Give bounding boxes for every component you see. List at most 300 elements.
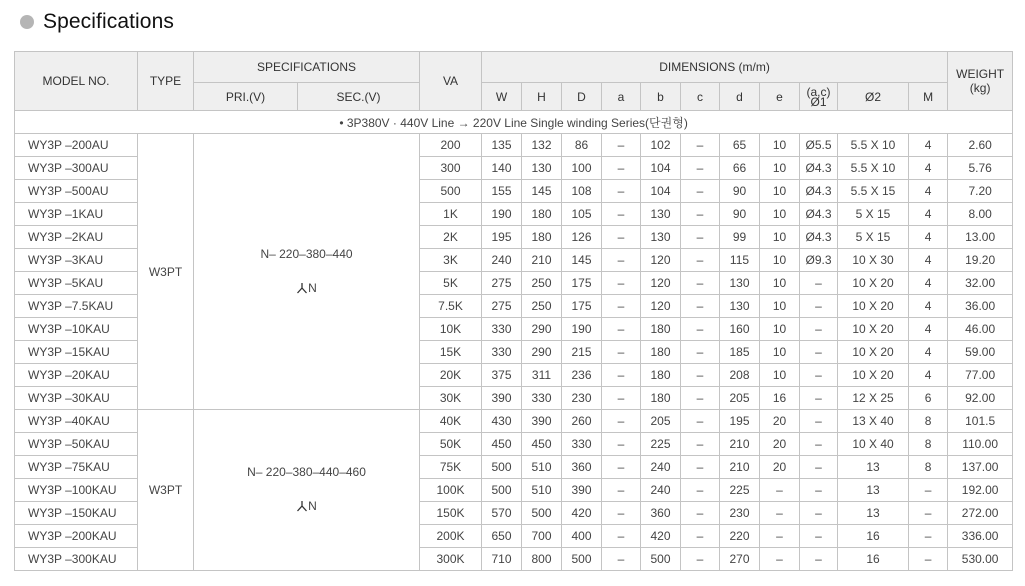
cell-m: – — [909, 502, 948, 525]
group-spec-voltages: N– 220–380–440 — [260, 246, 353, 261]
group-connection — [296, 279, 317, 297]
cell-c: – — [681, 134, 720, 157]
cell-va: 50K — [420, 433, 482, 456]
cell-va: 300 — [420, 157, 482, 180]
cell-c: – — [681, 341, 720, 364]
header-dim-d-lower: d — [720, 83, 760, 111]
cell-phi2: 10 X 30 — [838, 249, 909, 272]
cell-e: 10 — [760, 180, 800, 203]
cell-a: – — [602, 249, 641, 272]
cell-model: WY3P –3KAU — [15, 249, 138, 272]
cell-c: – — [681, 295, 720, 318]
cell-model: WY3P –150KAU — [15, 502, 138, 525]
cell-b: 104 — [641, 157, 681, 180]
cell-c: – — [681, 364, 720, 387]
cell-e: 20 — [760, 456, 800, 479]
group-connection-label: N — [308, 280, 317, 295]
cell-c: – — [681, 387, 720, 410]
cell-weight: 36.00 — [948, 295, 1013, 318]
cell-d: 175 — [562, 295, 602, 318]
cell-w: 330 — [482, 318, 522, 341]
cell-d: 86 — [562, 134, 602, 157]
cell-phi2: 10 X 20 — [838, 341, 909, 364]
cell-d2: 220 — [720, 525, 760, 548]
group-spec — [194, 410, 420, 571]
cell-w: 140 — [482, 157, 522, 180]
cell-a: – — [602, 364, 641, 387]
cell-phi1: Ø5.5 — [800, 134, 838, 157]
cell-a: – — [602, 272, 641, 295]
cell-phi2: 5.5 X 15 — [838, 180, 909, 203]
cell-weight: 7.20 — [948, 180, 1013, 203]
header-ac-bottom: Ø1 — [810, 94, 827, 109]
cell-va: 500 — [420, 180, 482, 203]
cell-phi2: 10 X 40 — [838, 433, 909, 456]
cell-d: 108 — [562, 180, 602, 203]
cell-weight: 13.00 — [948, 226, 1013, 249]
cell-e: 10 — [760, 341, 800, 364]
header-ac-top: (a,c) — [806, 84, 831, 99]
cell-phi1: – — [800, 364, 838, 387]
cell-a: – — [602, 318, 641, 341]
cell-phi2: 5.5 X 10 — [838, 157, 909, 180]
cell-m: – — [909, 525, 948, 548]
cell-h: 700 — [522, 525, 562, 548]
header-va: VA — [420, 52, 482, 111]
cell-model: WY3P –75KAU — [15, 456, 138, 479]
table-header — [15, 52, 1013, 111]
cell-c: – — [681, 272, 720, 295]
cell-c: – — [681, 203, 720, 226]
cell-d: 145 — [562, 249, 602, 272]
cell-weight: 137.00 — [948, 456, 1013, 479]
cell-phi1: – — [800, 456, 838, 479]
cell-d2: 66 — [720, 157, 760, 180]
cell-model: WY3P –500AU — [15, 180, 138, 203]
cell-h: 290 — [522, 318, 562, 341]
cell-c: – — [681, 502, 720, 525]
cell-d2: 210 — [720, 433, 760, 456]
cell-d: 260 — [562, 410, 602, 433]
cell-d: 400 — [562, 525, 602, 548]
cell-h: 311 — [522, 364, 562, 387]
cell-d: 230 — [562, 387, 602, 410]
cell-va: 7.5K — [420, 295, 482, 318]
cell-c: – — [681, 180, 720, 203]
cell-phi2: 12 X 25 — [838, 387, 909, 410]
cell-phi2: 13 — [838, 479, 909, 502]
cell-b: 180 — [641, 318, 681, 341]
group-connection-label: N — [308, 499, 317, 513]
cell-m: 4 — [909, 272, 948, 295]
cell-e: 20 — [760, 410, 800, 433]
header-m: M — [909, 83, 948, 111]
cell-model: WY3P –100KAU — [15, 479, 138, 502]
cell-c: – — [681, 410, 720, 433]
cell-h: 510 — [522, 456, 562, 479]
cell-e: – — [760, 502, 800, 525]
cell-m: 4 — [909, 134, 948, 157]
cell-d: 100 — [562, 157, 602, 180]
cell-d2: 90 — [720, 180, 760, 203]
cell-phi1: – — [800, 387, 838, 410]
wye-connection-icon — [296, 282, 308, 294]
cell-d2: 225 — [720, 479, 760, 502]
table-row — [15, 410, 1013, 433]
cell-a: – — [602, 479, 641, 502]
cell-b: 120 — [641, 272, 681, 295]
header-model-no: MODEL NO. — [15, 52, 138, 111]
cell-w: 650 — [482, 525, 522, 548]
cell-weight: 32.00 — [948, 272, 1013, 295]
cell-e: 10 — [760, 318, 800, 341]
cell-va: 5K — [420, 272, 482, 295]
cell-b: 360 — [641, 502, 681, 525]
cell-va: 1K — [420, 203, 482, 226]
cell-h: 330 — [522, 387, 562, 410]
cell-b: 500 — [641, 548, 681, 571]
header-phi2: Ø2 — [838, 83, 909, 111]
cell-model: WY3P –200AU — [15, 134, 138, 157]
cell-e: 10 — [760, 249, 800, 272]
cell-a: – — [602, 433, 641, 456]
cell-phi1: – — [800, 548, 838, 571]
cell-a: – — [602, 387, 641, 410]
cell-a: – — [602, 341, 641, 364]
cell-a: – — [602, 548, 641, 571]
cell-c: – — [681, 433, 720, 456]
table-body — [15, 111, 1013, 571]
cell-model: WY3P –1KAU — [15, 203, 138, 226]
cell-d: 215 — [562, 341, 602, 364]
cell-w: 375 — [482, 364, 522, 387]
cell-a: – — [602, 180, 641, 203]
bullet-icon — [20, 15, 34, 29]
cell-a: – — [602, 410, 641, 433]
cell-phi2: 10 X 20 — [838, 364, 909, 387]
cell-c: – — [681, 548, 720, 571]
cell-w: 500 — [482, 479, 522, 502]
cell-m: 4 — [909, 364, 948, 387]
header-type: TYPE — [138, 52, 194, 111]
cell-phi2: 13 — [838, 502, 909, 525]
cell-d2: 208 — [720, 364, 760, 387]
cell-c: – — [681, 318, 720, 341]
cell-a: – — [602, 203, 641, 226]
cell-b: 102 — [641, 134, 681, 157]
cell-d: 500 — [562, 548, 602, 571]
cell-h: 180 — [522, 203, 562, 226]
cell-h: 510 — [522, 479, 562, 502]
cell-d: 175 — [562, 272, 602, 295]
header-sec: SEC.(V) — [298, 83, 420, 111]
cell-b: 130 — [641, 226, 681, 249]
cell-d2: 65 — [720, 134, 760, 157]
cell-d: 236 — [562, 364, 602, 387]
cell-e: 10 — [760, 364, 800, 387]
header-dim-d: D — [562, 83, 602, 111]
header-ac-phi1 — [800, 83, 838, 111]
group-spec — [194, 134, 420, 410]
cell-weight: 101.5 — [948, 410, 1013, 433]
cell-a: – — [602, 502, 641, 525]
header-dim-a: a — [602, 83, 641, 111]
cell-b: 240 — [641, 456, 681, 479]
cell-weight: 192.00 — [948, 479, 1013, 502]
cell-phi1: – — [800, 272, 838, 295]
cell-phi1: – — [800, 410, 838, 433]
group-connection — [296, 497, 317, 515]
wye-connection-icon — [296, 500, 308, 512]
cell-d2: 185 — [720, 341, 760, 364]
cell-d: 190 — [562, 318, 602, 341]
cell-model: WY3P –40KAU — [15, 410, 138, 433]
cell-phi2: 5 X 15 — [838, 203, 909, 226]
cell-model: WY3P –7.5KAU — [15, 295, 138, 318]
cell-va: 300K — [420, 548, 482, 571]
cell-va: 200 — [420, 134, 482, 157]
cell-weight: 272.00 — [948, 502, 1013, 525]
cell-m: 4 — [909, 203, 948, 226]
cell-a: – — [602, 525, 641, 548]
header-weight — [948, 52, 1013, 111]
cell-va: 75K — [420, 456, 482, 479]
cell-e: 10 — [760, 134, 800, 157]
cell-d2: 130 — [720, 295, 760, 318]
cell-m: 8 — [909, 456, 948, 479]
cell-w: 190 — [482, 203, 522, 226]
cell-e: 10 — [760, 203, 800, 226]
header-weight-unit: (kg) — [969, 81, 991, 95]
cell-e: 10 — [760, 272, 800, 295]
page-heading — [20, 10, 174, 34]
cell-weight: 59.00 — [948, 341, 1013, 364]
cell-weight: 530.00 — [948, 548, 1013, 571]
cell-d2: 205 — [720, 387, 760, 410]
cell-va: 30K — [420, 387, 482, 410]
cell-b: 205 — [641, 410, 681, 433]
cell-w: 330 — [482, 341, 522, 364]
cell-va: 3K — [420, 249, 482, 272]
cell-h: 500 — [522, 502, 562, 525]
cell-phi1: Ø4.3 — [800, 157, 838, 180]
cell-weight: 77.00 — [948, 364, 1013, 387]
cell-va: 100K — [420, 479, 482, 502]
cell-phi1: Ø4.3 — [800, 203, 838, 226]
cell-d: 360 — [562, 456, 602, 479]
cell-m: 4 — [909, 157, 948, 180]
cell-phi1: – — [800, 341, 838, 364]
cell-b: 180 — [641, 364, 681, 387]
cell-va: 20K — [420, 364, 482, 387]
cell-m: 4 — [909, 295, 948, 318]
cell-phi2: 10 X 20 — [838, 295, 909, 318]
cell-d: 390 — [562, 479, 602, 502]
cell-model: WY3P –15KAU — [15, 341, 138, 364]
cell-weight: 2.60 — [948, 134, 1013, 157]
cell-b: 120 — [641, 295, 681, 318]
cell-d2: 115 — [720, 249, 760, 272]
cell-model: WY3P –2KAU — [15, 226, 138, 249]
cell-phi2: 16 — [838, 548, 909, 571]
cell-phi2: 5 X 15 — [838, 226, 909, 249]
group-type: W3PT — [138, 134, 194, 410]
cell-w: 195 — [482, 226, 522, 249]
cell-weight: 8.00 — [948, 203, 1013, 226]
cell-d: 420 — [562, 502, 602, 525]
header-specifications: SPECIFICATIONS — [194, 52, 420, 83]
cell-h: 290 — [522, 341, 562, 364]
cell-va: 200K — [420, 525, 482, 548]
cell-w: 430 — [482, 410, 522, 433]
cell-weight: 336.00 — [948, 525, 1013, 548]
cell-m: 8 — [909, 410, 948, 433]
cell-m: 4 — [909, 226, 948, 249]
cell-c: – — [681, 479, 720, 502]
header-dim-b: b — [641, 83, 681, 111]
cell-phi1: – — [800, 525, 838, 548]
header-dim-w: W — [482, 83, 522, 111]
cell-phi1: – — [800, 295, 838, 318]
header-dim-h: H — [522, 83, 562, 111]
cell-m: 6 — [909, 387, 948, 410]
cell-weight: 19.20 — [948, 249, 1013, 272]
cell-d2: 160 — [720, 318, 760, 341]
cell-model: WY3P –300AU — [15, 157, 138, 180]
cell-d2: 90 — [720, 203, 760, 226]
cell-b: 420 — [641, 525, 681, 548]
cell-d2: 130 — [720, 272, 760, 295]
cell-d: 126 — [562, 226, 602, 249]
page-title: Specifications — [43, 10, 174, 33]
cell-phi2: 13 X 40 — [838, 410, 909, 433]
cell-c: – — [681, 456, 720, 479]
header-weight-label: WEIGHT — [956, 67, 1005, 81]
cell-va: 40K — [420, 410, 482, 433]
cell-e: – — [760, 548, 800, 571]
cell-phi2: 13 — [838, 456, 909, 479]
cell-a: – — [602, 295, 641, 318]
cell-b: 130 — [641, 203, 681, 226]
cell-d2: 195 — [720, 410, 760, 433]
cell-phi1: – — [800, 502, 838, 525]
cell-weight: 5.76 — [948, 157, 1013, 180]
cell-va: 150K — [420, 502, 482, 525]
cell-phi1: – — [800, 433, 838, 456]
cell-m: 8 — [909, 433, 948, 456]
cell-h: 180 — [522, 226, 562, 249]
cell-m: 4 — [909, 341, 948, 364]
header-dim-e: e — [760, 83, 800, 111]
cell-b: 180 — [641, 341, 681, 364]
cell-d: 330 — [562, 433, 602, 456]
cell-va: 10K — [420, 318, 482, 341]
cell-e: 20 — [760, 433, 800, 456]
cell-e: 10 — [760, 157, 800, 180]
cell-h: 450 — [522, 433, 562, 456]
cell-model: WY3P –300KAU — [15, 548, 138, 571]
cell-h: 390 — [522, 410, 562, 433]
cell-w: 155 — [482, 180, 522, 203]
cell-c: – — [681, 525, 720, 548]
cell-a: – — [602, 226, 641, 249]
cell-h: 132 — [522, 134, 562, 157]
cell-b: 225 — [641, 433, 681, 456]
cell-h: 250 — [522, 295, 562, 318]
cell-e: 10 — [760, 295, 800, 318]
cell-h: 800 — [522, 548, 562, 571]
cell-d2: 270 — [720, 548, 760, 571]
cell-m: 4 — [909, 318, 948, 341]
cell-e: 16 — [760, 387, 800, 410]
cell-h: 145 — [522, 180, 562, 203]
cell-model: WY3P –50KAU — [15, 433, 138, 456]
cell-b: 120 — [641, 249, 681, 272]
cell-va: 15K — [420, 341, 482, 364]
cell-w: 275 — [482, 295, 522, 318]
group-type: W3PT — [138, 410, 194, 571]
cell-model: WY3P –20KAU — [15, 364, 138, 387]
cell-h: 130 — [522, 157, 562, 180]
cell-a: – — [602, 134, 641, 157]
cell-weight: 92.00 — [948, 387, 1013, 410]
cell-w: 710 — [482, 548, 522, 571]
cell-d2: 230 — [720, 502, 760, 525]
cell-a: – — [602, 456, 641, 479]
table-row — [15, 134, 1013, 157]
cell-model: WY3P –30KAU — [15, 387, 138, 410]
cell-weight: 110.00 — [948, 433, 1013, 456]
cell-e: – — [760, 479, 800, 502]
cell-weight: 46.00 — [948, 318, 1013, 341]
cell-d2: 99 — [720, 226, 760, 249]
cell-b: 180 — [641, 387, 681, 410]
header-dimensions: DIMENSIONS (m/m) — [482, 52, 948, 83]
cell-phi2: 10 X 20 — [838, 272, 909, 295]
cell-w: 390 — [482, 387, 522, 410]
cell-m: 4 — [909, 180, 948, 203]
cell-phi1: Ø4.3 — [800, 226, 838, 249]
header-pri: PRI.(V) — [194, 83, 298, 111]
cell-d2: 210 — [720, 456, 760, 479]
group-spec-voltages: N– 220–380–440–460 — [247, 465, 366, 479]
cell-phi1: – — [800, 318, 838, 341]
cell-model: WY3P –200KAU — [15, 525, 138, 548]
cell-va: 2K — [420, 226, 482, 249]
cell-c: – — [681, 226, 720, 249]
cell-phi1: – — [800, 479, 838, 502]
header-dim-c: c — [681, 83, 720, 111]
cell-w: 135 — [482, 134, 522, 157]
cell-e: 10 — [760, 226, 800, 249]
cell-phi2: 10 X 20 — [838, 318, 909, 341]
cell-b: 104 — [641, 180, 681, 203]
cell-a: – — [602, 157, 641, 180]
cell-e: – — [760, 525, 800, 548]
cell-model: WY3P –5KAU — [15, 272, 138, 295]
cell-w: 450 — [482, 433, 522, 456]
cell-c: – — [681, 249, 720, 272]
series-title: • 3P380V · 440V Line → 220V Line Single winding Series(단권형) — [15, 111, 1013, 134]
cell-b: 240 — [641, 479, 681, 502]
cell-phi2: 16 — [838, 525, 909, 548]
cell-m: – — [909, 479, 948, 502]
specifications-table — [14, 51, 1013, 571]
cell-phi1: Ø9.3 — [800, 249, 838, 272]
cell-h: 210 — [522, 249, 562, 272]
cell-phi1: Ø4.3 — [800, 180, 838, 203]
cell-phi2: 5.5 X 10 — [838, 134, 909, 157]
